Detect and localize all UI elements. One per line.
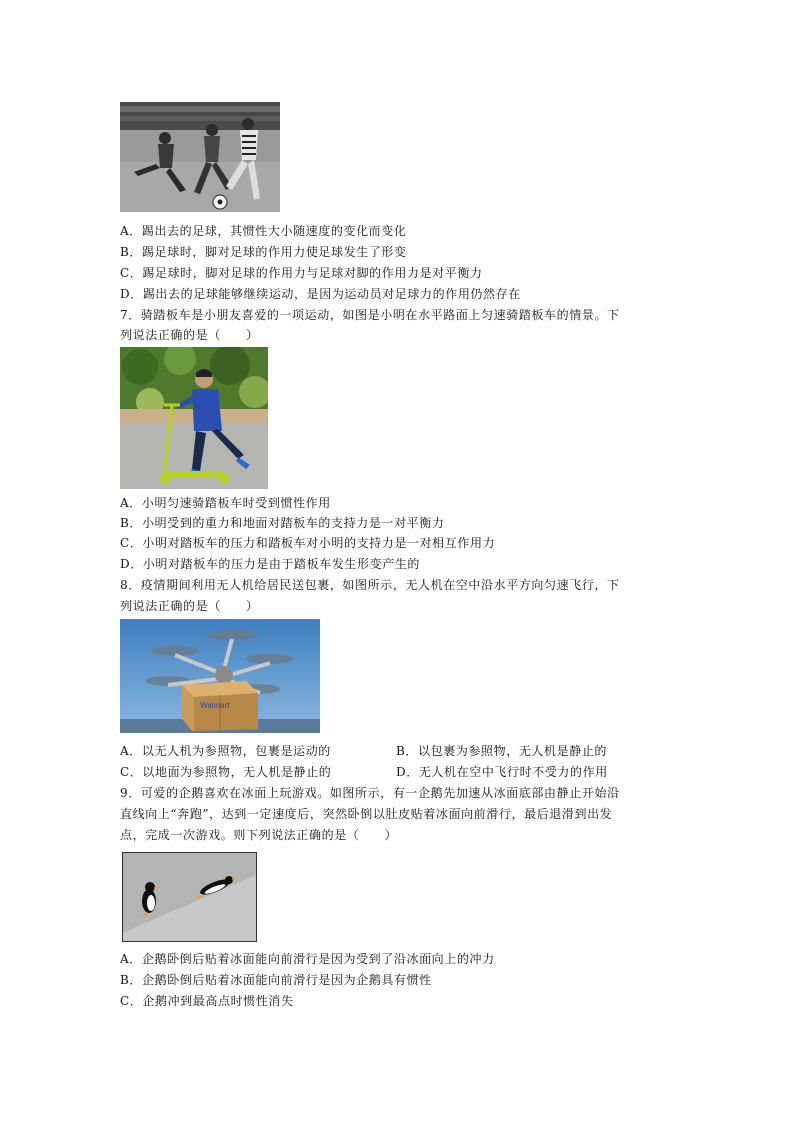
- q7-stem-line2: 列说法正确的是（ ）: [120, 328, 259, 342]
- q9-option-b: B．企鹅卧倒后贴着冰面能向前滑行是因为企鹅具有惯性: [120, 973, 432, 987]
- scooter-photo: [120, 347, 268, 489]
- q6-option-c: C．踢足球时，脚对足球的作用力与足球对脚的作用力是对平衡力: [120, 266, 483, 280]
- q7-stem-line1: 7．骑踏板车是小朋友喜爱的一项运动，如图是小明在水平路面上匀速骑踏板车的情景。下: [120, 308, 620, 322]
- q8-stem-line2: 列说法正确的是（ ）: [120, 599, 259, 613]
- scooter-illustration: [120, 347, 268, 489]
- q7-option-d: D．小明对踏板车的压力是由于踏板车发生形变产生的: [120, 557, 421, 571]
- q8-stem-line1: 8．疫情期间利用无人机给居民送包裹，如图所示，无人机在空中沿水平方向匀速飞行，下: [120, 578, 620, 592]
- drone-photo: [120, 619, 320, 733]
- q9-option-a: A．企鹅卧倒后贴着冰面能向前滑行是因为受到了沿冰面向上的冲力: [120, 952, 495, 966]
- q9-stem-line3: 点，完成一次游戏。则下列说法正确的是（ ）: [120, 828, 398, 842]
- q8-option-a: A．以无人机为参照物，包裹是运动的: [120, 744, 331, 758]
- box-label: Walmart: [200, 701, 230, 710]
- football-photo: [120, 102, 280, 212]
- q9-stem-line2: 直线向上“奔跑”，达到一定速度后，突然卧倒以肚皮贴着冰面向前滑行，最后退滑到出发: [120, 807, 613, 821]
- q7-option-a: A．小明匀速骑踏板车时受到惯性作用: [120, 496, 331, 510]
- penguin-slope-illustration: [123, 853, 256, 941]
- q6-option-b: B．踢足球时，脚对足球的作用力使足球发生了形变: [120, 245, 407, 259]
- q9-stem-line1: 9．可爱的企鹅喜欢在冰面上玩游戏。如图所示，有一企鹅先加速从冰面底部由静止开始沿: [120, 786, 620, 800]
- q8-option-c: C．以地面为参照物，无人机是静止的: [120, 765, 332, 779]
- q8-option-b: B．以包裹为参照物，无人机是静止的: [396, 744, 608, 758]
- q8-option-d: D．无人机在空中飞行时不受力的作用: [396, 765, 608, 779]
- q7-option-b: B．小明受到的重力和地面对踏板车的支持力是一对平衡力: [120, 516, 445, 530]
- q6-option-d: D．踢出去的足球能够继续运动，是因为运动员对足球力的作用仍然存在: [120, 287, 521, 301]
- q7-option-c: C．小明对踏板车的压力和踏板车对小明的支持力是一对相互作用力: [120, 536, 496, 550]
- q6-option-a: A．踢出去的足球，其惯性大小随速度的变化而变化: [120, 224, 407, 238]
- drone-illustration: [120, 619, 320, 733]
- q9-option-c: C．企鹅冲到最高点时惯性消失: [120, 994, 294, 1008]
- football-illustration: [120, 102, 280, 212]
- penguin-diagram: [122, 852, 257, 942]
